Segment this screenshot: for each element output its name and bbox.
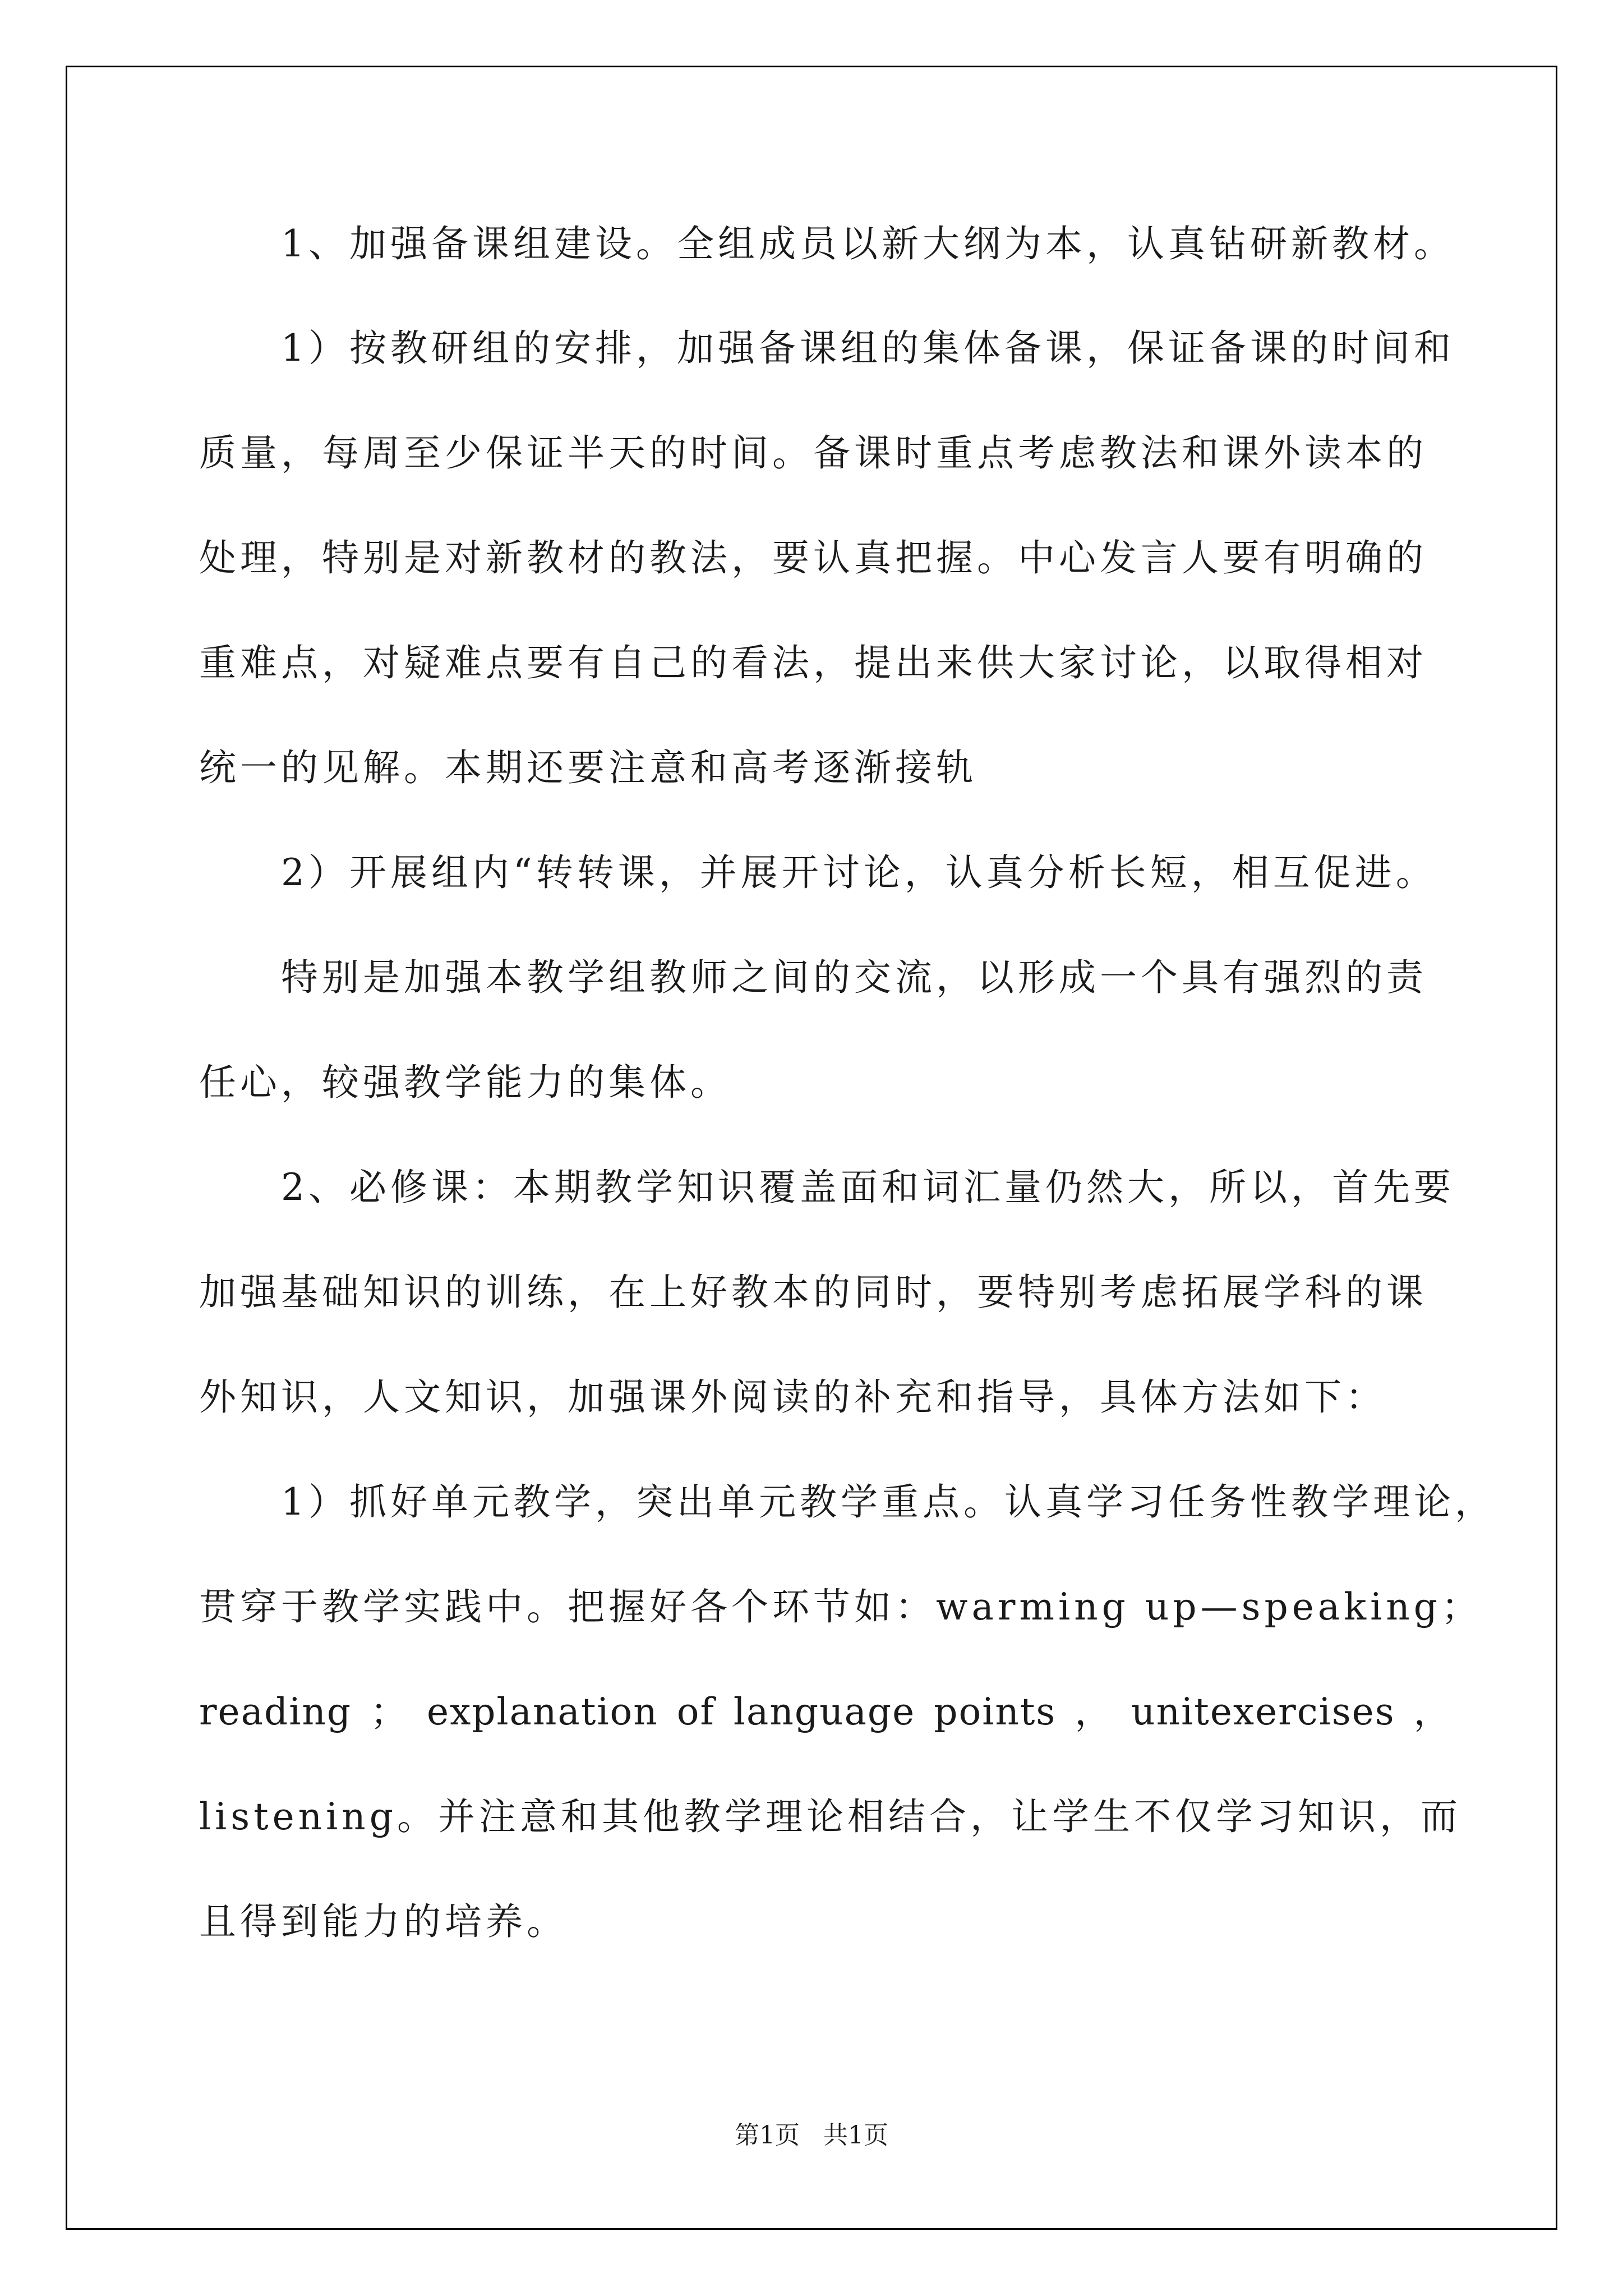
page-total: 共1页 (823, 2121, 888, 2150)
text-line: listening。并注意和其他教学理论相结合，让学生不仅学习知识，而 (199, 1795, 1462, 1838)
text-line: 外知识，人文知识，加强课外阅读的补充和指导，具体方法如下： (199, 1375, 1386, 1419)
text-line: 贯穿于教学实践中。把握好各个环节如：warming up—speaking； (199, 1585, 1482, 1628)
text-line: 任心，较强教学能力的集体。 (199, 1061, 731, 1104)
text-line: 2、必修课：本期教学知识覆盖面和词汇量仍然大，所以，首先要 (199, 1166, 1455, 1209)
text-line: 处理，特别是对新教材的教法，要认真把握。中心发言人要有明确的 (199, 536, 1427, 579)
text-line: 质量，每周至少保证半天的时间。备课时重点考虑教法和课外读本的 (199, 431, 1427, 475)
text-line: 1、加强备课组建设。全组成员以新大纲为本，认真钻研新教材。 (199, 222, 1455, 265)
page-number: 第1页 (735, 2121, 800, 2150)
text-line: 加强基础知识的训练，在上好教本的同时，要特别考虑拓展学科的课 (199, 1271, 1427, 1314)
text-line: 2）开展组内“转转课，并展开讨论，认真分析长短，相互促进。 (199, 851, 1437, 894)
text-line: 1）按教研组的安排，加强备课组的集体备课，保证备课的时间和 (199, 326, 1455, 370)
text-line: 1）抓好单元教学，突出单元教学重点。认真学习任务性教学理论， (199, 1480, 1496, 1524)
text-line: 重难点，对疑难点要有自己的看法，提出来供大家讨论，以取得相对 (199, 641, 1427, 684)
page-footer (0, 2115, 1623, 2151)
text-line: 特别是加强本教学组教师之间的交流，以形成一个具有强烈的责 (199, 956, 1427, 999)
text-line: 统一的见解。本期还要注意和高考逐渐接轨 (199, 746, 977, 789)
text-line: 且得到能力的培养。 (199, 1900, 568, 1943)
text-line: reading ； explanation of language points ， unitexercises ， (199, 1690, 1452, 1733)
